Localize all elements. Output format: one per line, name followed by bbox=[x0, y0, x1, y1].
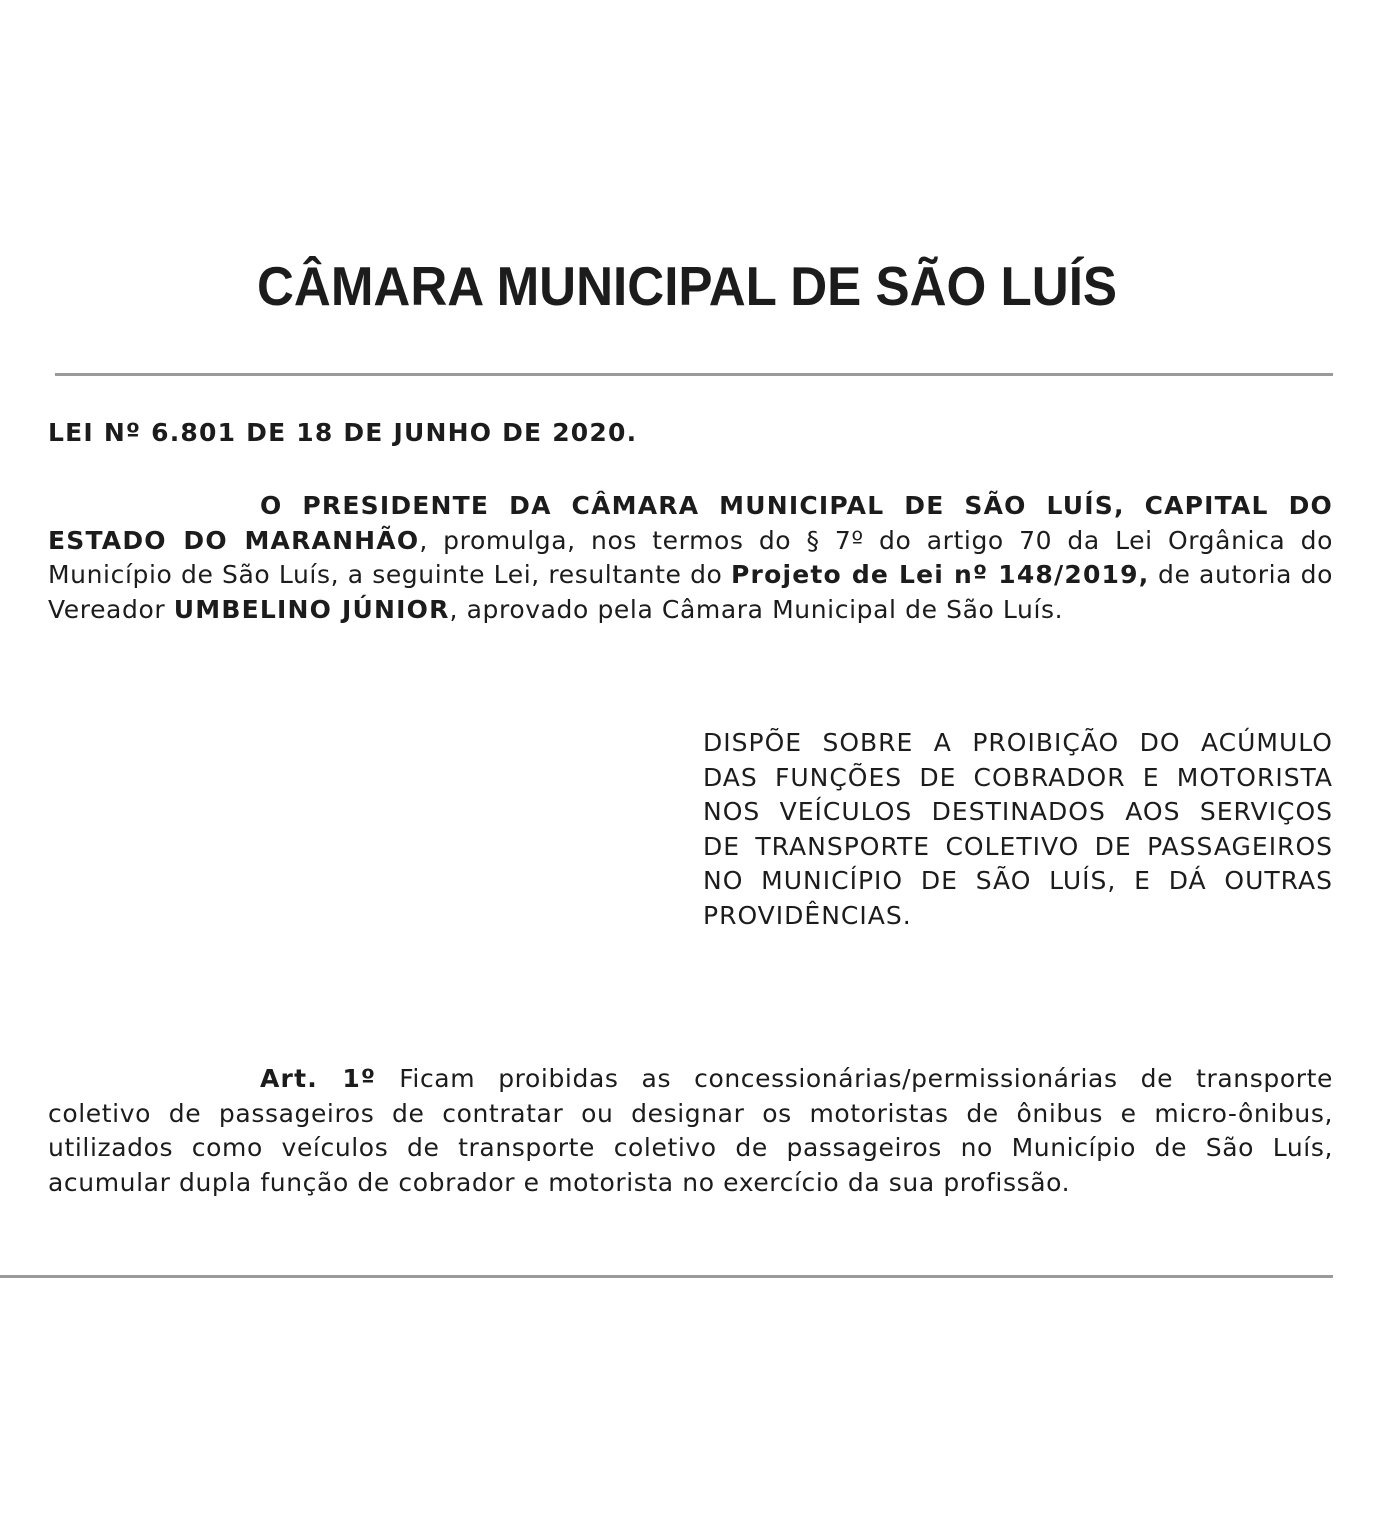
bottom-divider bbox=[0, 1275, 1333, 1278]
bill-reference: Projeto de Lei nº 148/2019, bbox=[731, 560, 1150, 589]
article-1-paragraph bbox=[48, 1062, 1333, 1200]
law-number-heading: LEI Nº 6.801 DE 18 DE JUNHO DE 2020. bbox=[48, 418, 638, 447]
ementa-summary: DISPÕE SOBRE A PROIBIÇÃO DO ACÚMULO DAS FUNÇÕES DE COBRADOR E MOTORISTA NOS VEÍCULOS DESTINADOS AOS SERVIÇOS DE TRANSPORTE COLETIVO DE PASSAGEIROS NO MUNICÍPIO DE SÃO LUÍS, E DÁ OUTRAS PROVIDÊNCIAS. bbox=[703, 728, 1333, 930]
preamble-text-1: , promulga, nos termos do § 7º do artigo 70 da Lei Orgânica do Município de São Luís, a seguinte Lei, resultante do bbox=[48, 525, 1333, 589]
article-1-label: Art. 1º bbox=[260, 1064, 377, 1093]
preamble-paragraph bbox=[48, 489, 1333, 627]
article-1-text: Ficam proibidas as concessionárias/permissionárias de transporte coletivo de passageiros de contratar ou designar os motoristas de ônibus e micro-ônibus, utilizados como veículos de transporte coletivo de passageiros no Município de São Luís, acumular dupla função de cobrador e motorista no exercício da sua profissão. bbox=[48, 1064, 1333, 1197]
top-divider bbox=[55, 373, 1333, 376]
authority-text: O PRESIDENTE DA CÂMARA MUNICIPAL DE SÃO LUÍS, CAPITAL DO ESTADO DO MARANHÃO bbox=[48, 491, 1333, 555]
masthead-title: CÂMARA MUNICIPAL DE SÃO LUÍS bbox=[256, 255, 1118, 317]
preamble-text-2: de autoria do Vereador bbox=[48, 560, 1333, 624]
preamble-text-3: , aprovado pela Câmara Municipal de São Luís. bbox=[449, 594, 1064, 624]
councilor-name: UMBELINO JÚNIOR bbox=[173, 594, 450, 624]
